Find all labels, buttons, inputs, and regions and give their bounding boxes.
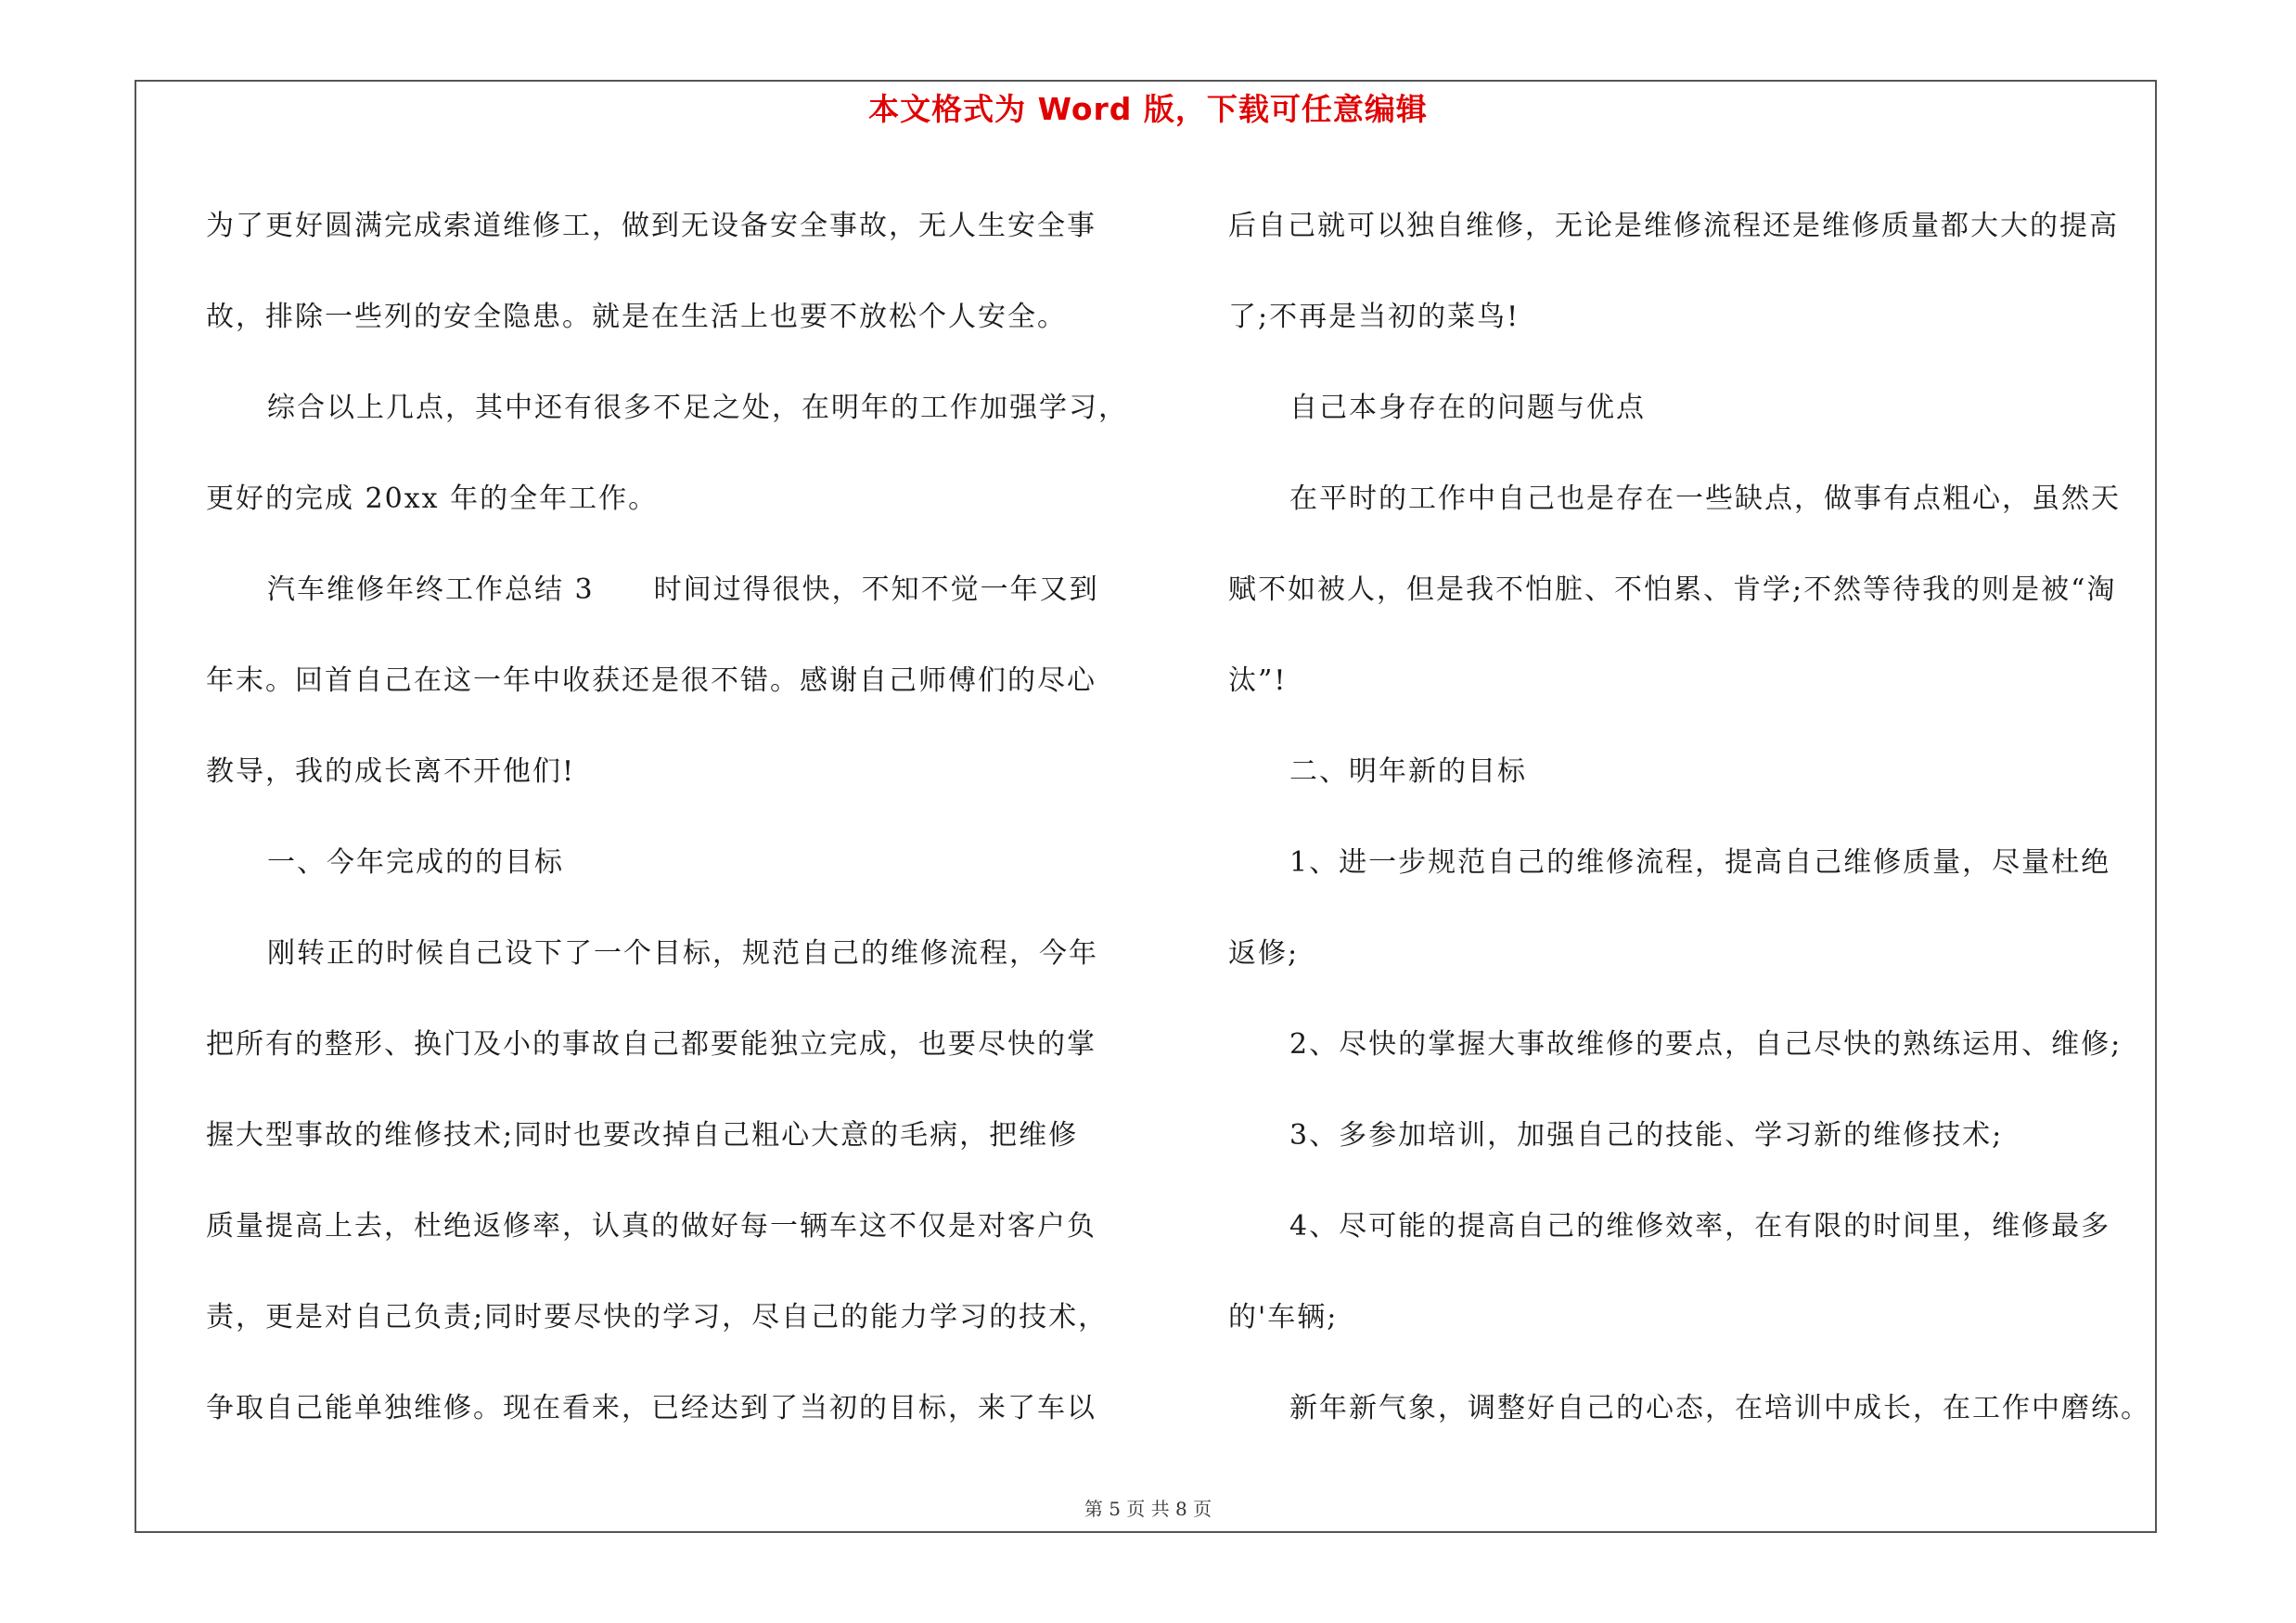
list-item-continuation: 返修; — [1228, 937, 1300, 970]
text-line: 了;不再是当初的菜鸟! — [1228, 301, 1520, 333]
text-line: 汽车维修年终工作总结 3 时间过得很快，不知不觉一年又到 — [267, 573, 1099, 606]
section-heading: 自己本身存在的问题与优点 — [1289, 392, 1646, 424]
text-line: 更好的完成 20xx 年的全年工作。 — [206, 483, 659, 515]
text-line: 汰”! — [1228, 664, 1288, 697]
text-line: 年末。回首自己在这一年中收获还是很不错。感谢自己师傅们的尽心 — [206, 664, 1097, 697]
text-line: 刚转正的时候自己设下了一个目标，规范自己的维修流程，今年 — [267, 937, 1098, 970]
text-line: 在平时的工作中自己也是存在一些缺点，做事有点粗心，虽然天 — [1289, 483, 2121, 515]
page-number-footer: 第 5 页 共 8 页 — [1084, 1498, 1212, 1520]
left-column — [206, 181, 1134, 1454]
text-line: 教导，我的成长离不开他们! — [206, 755, 576, 788]
text-line: 把所有的整形、换门及小的事故自己都要能独立完成，也要尽快的掌 — [206, 1028, 1097, 1061]
word-format-notice: 本文格式为 Word 版，下载可任意编辑 — [868, 91, 1428, 127]
section-heading: 一、今年完成的的目标 — [267, 846, 564, 879]
list-item: 3、多参加培训，加强自己的技能、学习新的维修技术; — [1289, 1119, 2004, 1152]
text-line: 责，更是对自己负责;同时要尽快的学习，尽自己的能力学习的技术， — [206, 1301, 1109, 1333]
text-line: 握大型事故的维修技术;同时也要改掉自己粗心大意的毛病，把维修 — [206, 1119, 1079, 1152]
list-item: 1、进一步规范自己的维修流程，提高自己维修质量，尽量杜绝 — [1289, 846, 2111, 879]
text-line: 综合以上几点，其中还有很多不足之处，在明年的工作加强学习， — [267, 392, 1128, 424]
text-line: 争取自己能单独维修。现在看来，已经达到了当初的目标，来了车以 — [206, 1392, 1097, 1424]
right-column — [1228, 181, 2165, 1454]
section-heading: 二、明年新的目标 — [1289, 755, 1527, 788]
text-line: 新年新气象，调整好自己的心态，在培训中成长，在工作中磨练。 — [1289, 1392, 2150, 1424]
list-item-continuation: 的'车辆; — [1228, 1301, 1339, 1333]
text-line: 故，排除一些列的安全隐患。就是在生活上也要不放松个人安全。 — [206, 301, 1067, 333]
text-line: 后自己就可以独自维修，无论是维修流程还是维修质量都大大的提高 — [1228, 210, 2119, 242]
text-line: 质量提高上去，杜绝返修率，认真的做好每一辆车这不仅是对客户负 — [206, 1210, 1097, 1243]
list-item: 4、尽可能的提高自己的维修效率，在有限的时间里，维修最多 — [1289, 1210, 2111, 1243]
text-line: 为了更好圆满完成索道维修工，做到无设备安全事故，无人生安全事 — [206, 210, 1097, 242]
list-item: 2、尽快的掌握大事故维修的要点，自己尽快的熟练运用、维修; — [1289, 1028, 2123, 1061]
text-line: 赋不如被人，但是我不怕脏、不怕累、肯学;不然等待我的则是被“淘 — [1228, 573, 2117, 606]
